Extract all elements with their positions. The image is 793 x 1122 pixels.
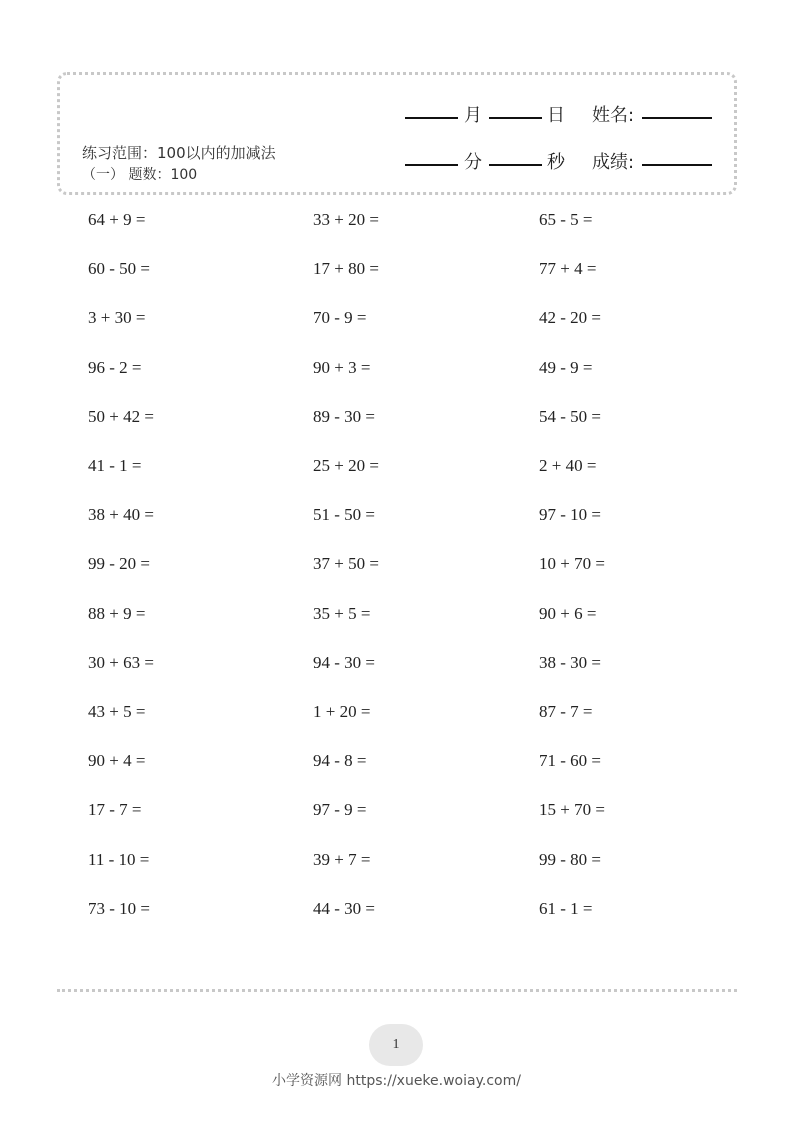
math-problem: 73 - 10 = [88, 898, 150, 918]
math-problem: 50 + 42 = [88, 406, 154, 426]
math-problem: 54 - 50 = [539, 406, 601, 426]
math-problem: 44 - 30 = [313, 898, 375, 918]
math-problem: 35 + 5 = [313, 603, 371, 623]
math-problem: 99 - 20 = [88, 554, 150, 574]
month-label: 月 [464, 105, 482, 126]
math-problem: 87 - 7 = [539, 702, 593, 721]
math-problem: 77 + 4 = [539, 259, 597, 279]
second-label: 秒 [547, 152, 565, 173]
math-problem: 3 + 30 = [88, 308, 146, 328]
math-problem: 94 - 8 = [313, 751, 367, 771]
math-problem: 90 + 4 = [88, 751, 146, 771]
score-label: 成绩: [592, 152, 635, 173]
math-problem: 42 - 20 = [539, 308, 601, 328]
math-problem: 96 - 2 = [88, 357, 142, 377]
question-count-label: （一） 题数：100 [82, 167, 198, 183]
math-problem: 60 - 50 = [88, 259, 150, 279]
math-problem: 2 + 40 = [539, 456, 597, 475]
math-problem: 39 + 7 = [313, 849, 371, 869]
math-problem: 89 - 30 = [313, 406, 375, 426]
math-problem: 17 + 80 = [313, 259, 379, 279]
math-problem: 90 + 6 = [539, 603, 597, 623]
math-problem: 43 + 5 = [88, 702, 146, 721]
math-problem: 30 + 63 = [88, 652, 154, 672]
math-problem: 90 + 3 = [313, 357, 371, 377]
math-problem: 94 - 30 = [313, 652, 375, 672]
math-problem: 70 - 9 = [313, 308, 367, 328]
page-number: 1 [369, 1024, 423, 1066]
minute-label: 分 [464, 152, 482, 173]
practice-range-label: 练习范围：100以内的加减法 [82, 144, 276, 162]
math-problem: 15 + 70 = [539, 800, 605, 820]
math-problem: 33 + 20 = [313, 210, 379, 229]
math-problem: 51 - 50 = [313, 505, 375, 525]
math-problem: 38 - 30 = [539, 652, 601, 672]
math-problem: 64 + 9 = [88, 210, 146, 229]
name-label: 姓名: [592, 105, 635, 126]
page-divider [57, 989, 737, 992]
math-problem: 17 - 7 = [88, 800, 142, 820]
math-problem: 10 + 70 = [539, 554, 605, 574]
math-problem: 25 + 20 = [313, 456, 379, 475]
math-problem: 88 + 9 = [88, 603, 146, 623]
math-problem: 38 + 40 = [88, 505, 154, 525]
math-problem: 97 - 9 = [313, 800, 367, 820]
footer-source-text: 小学资源网 https://xueke.woiay.com/ [272, 1073, 521, 1089]
math-problem: 49 - 9 = [539, 357, 593, 377]
math-problem: 99 - 80 = [539, 849, 601, 869]
math-problem: 37 + 50 = [313, 554, 379, 574]
math-problem: 61 - 1 = [539, 898, 593, 918]
day-label: 日 [547, 105, 565, 126]
math-problem: 1 + 20 = [313, 702, 371, 721]
math-problem: 41 - 1 = [88, 456, 142, 475]
math-problem: 97 - 10 = [539, 505, 601, 525]
math-problem: 11 - 10 = [88, 849, 150, 869]
math-problem: 71 - 60 = [539, 751, 601, 771]
math-problem: 65 - 5 = [539, 210, 593, 229]
